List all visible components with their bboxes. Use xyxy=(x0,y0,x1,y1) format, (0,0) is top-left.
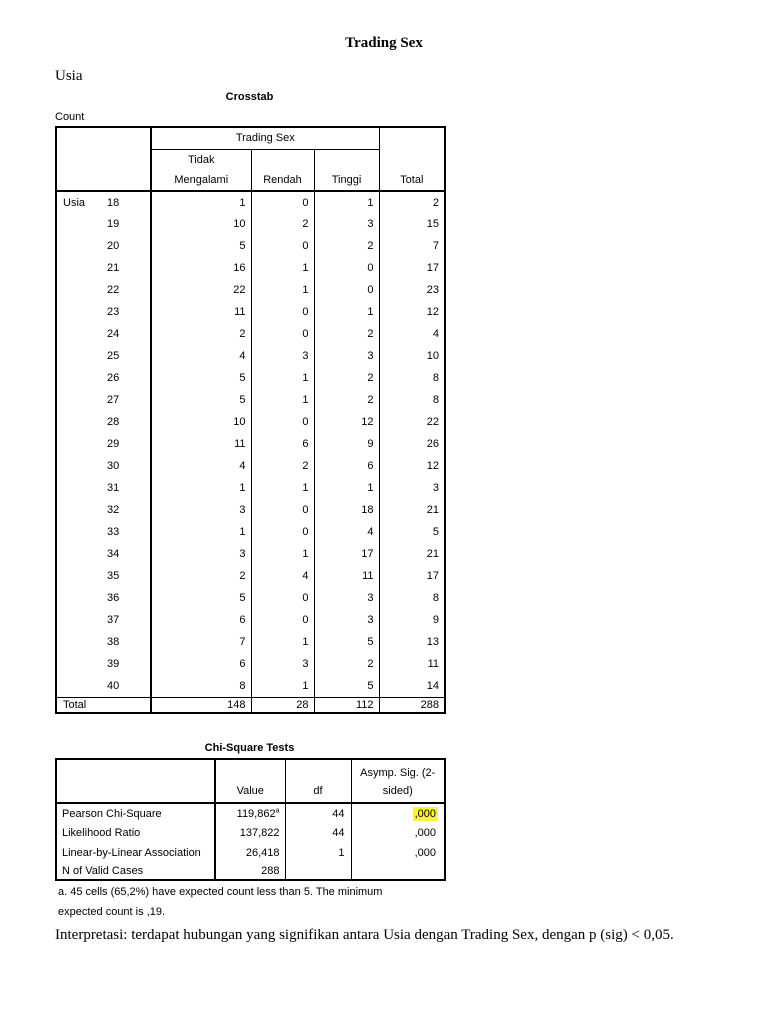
count-cell: 6 xyxy=(251,433,314,455)
row-label: 35 xyxy=(101,565,151,587)
test-value-cell xyxy=(215,863,285,880)
test-value-cell xyxy=(215,843,285,863)
chi-square-header xyxy=(56,759,445,803)
count-cell: 1 xyxy=(251,367,314,389)
crosstab-row xyxy=(56,235,445,257)
chi-square-row xyxy=(56,803,445,823)
row-total-cell: 8 xyxy=(432,592,440,604)
count-cell: 0 xyxy=(251,301,314,323)
crosstab-row xyxy=(56,543,445,565)
degrees-of-freedom xyxy=(285,863,351,880)
crosstab-title: Crosstab xyxy=(225,91,274,103)
crosstab-row xyxy=(56,279,445,301)
count-cell: 1 xyxy=(314,191,379,213)
row-total-cell: 2 xyxy=(432,196,440,209)
row-total-cell: 22 xyxy=(426,416,440,428)
crosstab-row xyxy=(56,433,445,455)
test-value: 119,862 xyxy=(236,807,276,820)
count-cell: 2 xyxy=(314,367,379,389)
degrees-of-freedom: 44 xyxy=(285,823,351,843)
grand-total-cell: 288 xyxy=(379,697,445,713)
count-cell: 4 xyxy=(151,345,251,367)
row-label: 28 xyxy=(101,411,151,433)
row-label: 36 xyxy=(101,587,151,609)
row-label: 24 xyxy=(101,323,151,345)
count-cell: 9 xyxy=(314,433,379,455)
count-cell: 1 xyxy=(251,675,314,697)
count-cell: 0 xyxy=(251,235,314,257)
row-label: 22 xyxy=(101,279,151,301)
crosstab-corner-cell xyxy=(56,127,151,191)
crosstab-header-row xyxy=(56,127,445,149)
test-value: 26,418 xyxy=(245,847,280,859)
count-cell: 3 xyxy=(314,609,379,631)
count-cell: 10 xyxy=(151,411,251,433)
row-total-cell: 4 xyxy=(432,328,440,340)
crosstab-row xyxy=(56,565,445,587)
crosstab-row xyxy=(56,213,445,235)
count-cell: 2 xyxy=(314,235,379,257)
count-cell: 18 xyxy=(314,499,379,521)
row-label: 29 xyxy=(101,433,151,455)
count-cell: 2 xyxy=(314,389,379,411)
row-total-cell: 17 xyxy=(426,570,440,582)
count-cell: 3 xyxy=(251,345,314,367)
row-total-cell: 13 xyxy=(426,636,440,648)
count-cell: 1 xyxy=(251,631,314,653)
count-cell: 1 xyxy=(314,301,379,323)
significance-cell xyxy=(351,823,445,843)
count-cell: 2 xyxy=(151,565,251,587)
count-cell: 1 xyxy=(151,191,251,213)
count-cell: 5 xyxy=(314,675,379,697)
table-footnote: a. 45 cells (65,2%) have expected count less than 5. The minimum expected count is ,19. xyxy=(58,886,383,918)
count-cell: 5 xyxy=(151,389,251,411)
row-total-cell: 11 xyxy=(427,658,440,670)
count-cell: 0 xyxy=(251,609,314,631)
footnote-marker: a xyxy=(275,806,280,814)
count-cell: 10 xyxy=(151,213,251,235)
count-cell: 2 xyxy=(251,213,314,235)
column-total-cell: 28 xyxy=(251,697,314,713)
column-header-tidak-mengalami: Tidak Mengalami xyxy=(151,149,251,191)
row-total-cell: 12 xyxy=(426,306,440,318)
count-cell: 12 xyxy=(314,411,379,433)
count-cell: 1 xyxy=(151,521,251,543)
count-cell: 2 xyxy=(314,323,379,345)
count-cell: 11 xyxy=(151,301,251,323)
crosstab-row xyxy=(56,477,445,499)
count-cell: 6 xyxy=(151,653,251,675)
count-cell: 0 xyxy=(314,257,379,279)
count-cell: 11 xyxy=(314,565,379,587)
total-column-header: Total xyxy=(379,127,445,191)
document-title: Trading Sex xyxy=(345,35,423,51)
row-total-cell: 15 xyxy=(426,218,440,230)
count-cell: 5 xyxy=(314,631,379,653)
crosstab-row xyxy=(56,257,445,279)
chi-square-title: Chi-Square Tests xyxy=(204,742,295,754)
section-label: Usia xyxy=(55,68,83,84)
row-label: 31 xyxy=(101,477,151,499)
significance-cell xyxy=(351,843,445,863)
row-label: 23 xyxy=(101,301,151,323)
count-cell: 0 xyxy=(251,191,314,213)
significance-cell xyxy=(351,803,445,823)
test-value-cell xyxy=(215,803,285,823)
chi-square-corner-cell xyxy=(56,759,215,803)
row-label: 21 xyxy=(101,257,151,279)
count-cell: 3 xyxy=(314,213,379,235)
significance: ,000 xyxy=(414,847,436,859)
count-cell: 4 xyxy=(251,565,314,587)
crosstab-header xyxy=(56,127,445,191)
chi-square-header-row xyxy=(56,759,445,803)
statistic-label: Count xyxy=(55,111,85,123)
row-label: 40 xyxy=(101,675,151,697)
crosstab-row xyxy=(56,587,445,609)
crosstab-row xyxy=(56,609,445,631)
row-label: 27 xyxy=(101,389,151,411)
crosstab-row xyxy=(56,301,445,323)
count-cell: 3 xyxy=(151,543,251,565)
column-total-cell: 112 xyxy=(314,697,379,713)
chi-square-row xyxy=(56,863,445,880)
significance: ,000 xyxy=(414,827,436,839)
count-cell: 3 xyxy=(251,653,314,675)
count-cell: 1 xyxy=(151,477,251,499)
highlighted-significance: ,000 xyxy=(414,807,436,820)
column-header-df: df xyxy=(285,759,351,803)
row-total-cell: 26 xyxy=(426,438,440,450)
crosstab-row xyxy=(56,389,445,411)
count-cell: 4 xyxy=(151,455,251,477)
count-cell: 4 xyxy=(314,521,379,543)
row-label: 37 xyxy=(101,609,151,631)
row-label: 20 xyxy=(101,235,151,257)
row-total-cell: 5 xyxy=(432,526,440,538)
row-total-cell: 12 xyxy=(426,460,440,472)
count-cell: 0 xyxy=(251,521,314,543)
count-cell: 1 xyxy=(251,543,314,565)
count-cell: 2 xyxy=(151,323,251,345)
crosstab-row xyxy=(56,191,445,213)
row-label: 39 xyxy=(101,653,151,675)
test-name: N of Valid Cases xyxy=(56,863,215,880)
column-header-asymp-sig: Asymp. Sig. (2- sided) xyxy=(351,759,445,803)
crosstab-table xyxy=(55,126,446,714)
count-cell: 16 xyxy=(151,257,251,279)
count-cell: 17 xyxy=(314,543,379,565)
row-total-cell: 17 xyxy=(426,262,440,274)
column-header-tinggi: Tinggi xyxy=(314,149,379,191)
count-cell: 0 xyxy=(251,411,314,433)
crosstab-row xyxy=(56,675,445,697)
row-total-cell: 23 xyxy=(426,284,440,296)
count-cell: 8 xyxy=(151,675,251,697)
count-cell: 11 xyxy=(151,433,251,455)
column-group-header: Trading Sex xyxy=(151,127,379,149)
row-total-cell: 9 xyxy=(432,614,440,626)
test-value: 137,822 xyxy=(239,827,280,839)
count-cell: 7 xyxy=(151,631,251,653)
test-name: Pearson Chi-Square xyxy=(56,803,215,823)
interpretation-text: Interpretasi: terdapat hubungan yang signifikan antara Usia dengan Trading Sex, dengan p (sig) < 0,05. xyxy=(55,927,674,943)
count-cell: 0 xyxy=(251,323,314,345)
row-total-cell: 10 xyxy=(426,350,440,362)
count-cell: 5 xyxy=(151,587,251,609)
test-value: 288 xyxy=(261,865,280,877)
row-total-cell: 21 xyxy=(426,504,440,516)
row-total-cell: 8 xyxy=(432,372,440,384)
count-cell: 6 xyxy=(151,609,251,631)
degrees-of-freedom: 1 xyxy=(285,843,351,863)
crosstab-row xyxy=(56,411,445,433)
chi-square-table xyxy=(55,758,446,881)
degrees-of-freedom: 44 xyxy=(285,803,351,823)
chi-square-body xyxy=(56,803,445,880)
chi-square-row xyxy=(56,823,445,843)
count-cell: 5 xyxy=(151,235,251,257)
test-name: Linear-by-Linear Association xyxy=(56,843,215,863)
crosstab-row xyxy=(56,323,445,345)
count-cell: 22 xyxy=(151,279,251,301)
count-cell: 1 xyxy=(251,389,314,411)
row-total-cell: 14 xyxy=(426,679,440,692)
column-header-rendah: Rendah xyxy=(251,149,314,191)
count-cell: 2 xyxy=(314,653,379,675)
significance-cell xyxy=(351,863,445,880)
count-cell: 1 xyxy=(251,477,314,499)
row-label: 19 xyxy=(101,213,151,235)
row-total-cell: 21 xyxy=(426,548,440,560)
row-label: 34 xyxy=(101,543,151,565)
count-cell: 3 xyxy=(314,345,379,367)
row-label: 26 xyxy=(101,367,151,389)
total-row xyxy=(56,697,445,713)
row-variable-label: Usia xyxy=(63,197,86,209)
crosstab-body xyxy=(56,191,445,697)
count-cell: 0 xyxy=(314,279,379,301)
count-cell: 1 xyxy=(251,257,314,279)
row-label: 32 xyxy=(101,499,151,521)
row-label: 25 xyxy=(101,345,151,367)
count-cell: 5 xyxy=(151,367,251,389)
crosstab-row xyxy=(56,653,445,675)
row-label: 18 xyxy=(101,191,151,213)
column-header-value: Value xyxy=(215,759,285,803)
crosstab-row xyxy=(56,455,445,477)
count-cell: 1 xyxy=(251,279,314,301)
crosstab-footer xyxy=(56,697,445,713)
crosstab-row xyxy=(56,367,445,389)
count-cell: 2 xyxy=(251,455,314,477)
count-cell: 6 xyxy=(314,455,379,477)
test-name: Likelihood Ratio xyxy=(56,823,215,843)
count-cell: 3 xyxy=(314,587,379,609)
count-cell: 3 xyxy=(151,499,251,521)
chi-square-row xyxy=(56,843,445,863)
count-cell: 0 xyxy=(251,499,314,521)
count-cell: 1 xyxy=(314,477,379,499)
crosstab-row xyxy=(56,521,445,543)
column-total-cell: 148 xyxy=(151,697,251,713)
row-label: 30 xyxy=(101,455,151,477)
row-total-cell: 3 xyxy=(432,482,440,494)
test-value-cell xyxy=(215,823,285,843)
row-label: 38 xyxy=(101,631,151,653)
row-total-cell: 7 xyxy=(432,240,440,252)
crosstab-row xyxy=(56,631,445,653)
count-cell: 0 xyxy=(251,587,314,609)
row-total-cell: 8 xyxy=(432,394,440,406)
row-label: 33 xyxy=(101,521,151,543)
crosstab-row xyxy=(56,499,445,521)
crosstab-row xyxy=(56,345,445,367)
total-row-label: Total xyxy=(56,697,151,713)
